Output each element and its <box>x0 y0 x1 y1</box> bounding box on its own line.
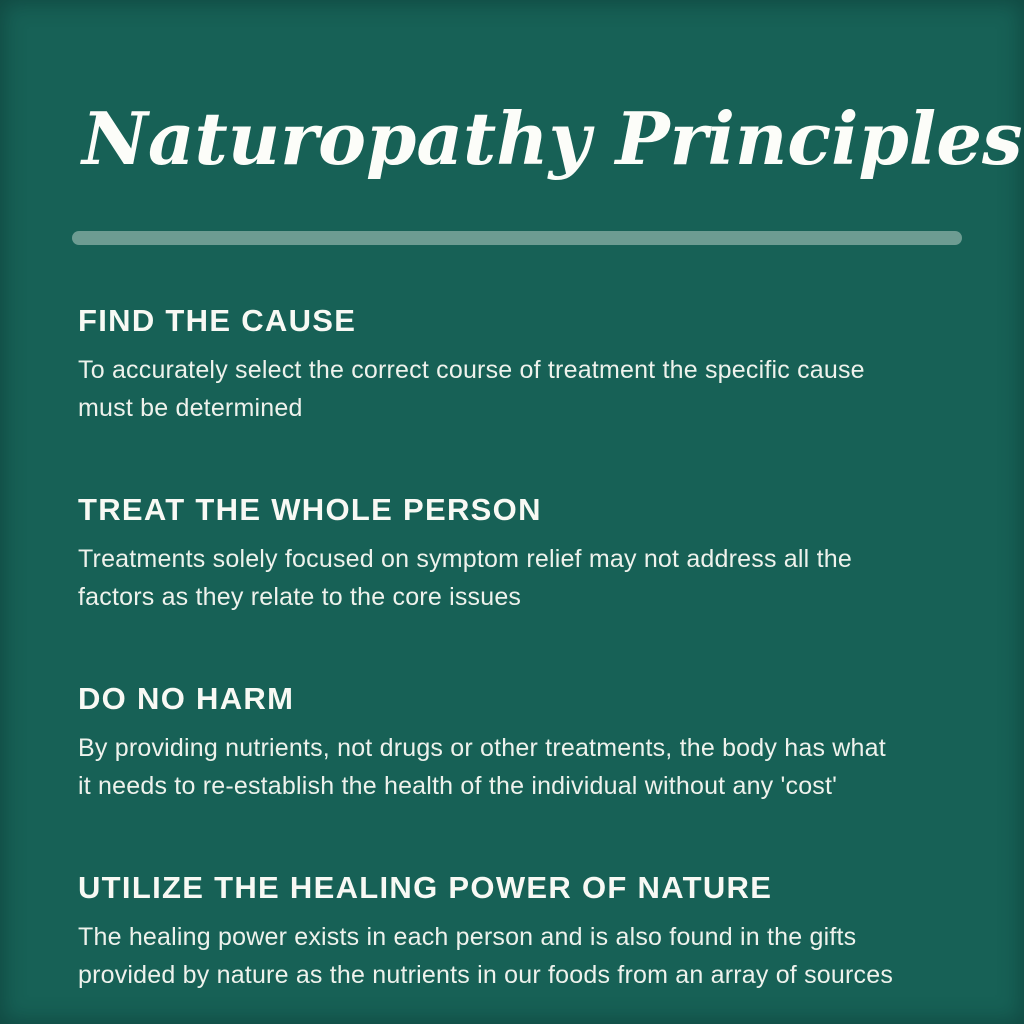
body-line: provided by nature as the nutrients in our foods from an array of sources <box>78 960 894 989</box>
section-utilize-the-healing-power-of-nature <box>78 870 964 994</box>
section-body <box>78 351 964 427</box>
section-find-the-cause <box>78 303 964 427</box>
section-heading: UTILIZE THE HEALING POWER OF NATURE <box>78 869 773 905</box>
section-heading: FIND THE CAUSE <box>78 302 357 338</box>
section-body <box>78 729 964 805</box>
section-heading: DO NO HARM <box>78 680 295 716</box>
section-do-no-harm <box>78 681 964 805</box>
body-line: it needs to re-establish the health of the individual without any 'cost' <box>78 771 838 800</box>
title-divider-bar <box>72 231 962 245</box>
body-line: The healing power exists in each person and is also found in the gifts <box>78 922 857 951</box>
section-heading: TREAT THE WHOLE PERSON <box>78 491 542 527</box>
section-treat-the-whole-person <box>78 492 964 616</box>
section-body <box>78 540 964 616</box>
body-line: To accurately select the correct course of treatment the specific cause <box>78 355 865 384</box>
body-line: By providing nutrients, not drugs or other treatments, the body has what <box>78 733 886 762</box>
body-line: factors as they relate to the core issues <box>78 582 522 611</box>
page-title: Naturopathy Principles <box>82 96 1023 182</box>
section-body <box>78 918 964 994</box>
body-line: must be determined <box>78 393 303 422</box>
body-line: Treatments solely focused on symptom relief may not address all the <box>78 544 852 573</box>
